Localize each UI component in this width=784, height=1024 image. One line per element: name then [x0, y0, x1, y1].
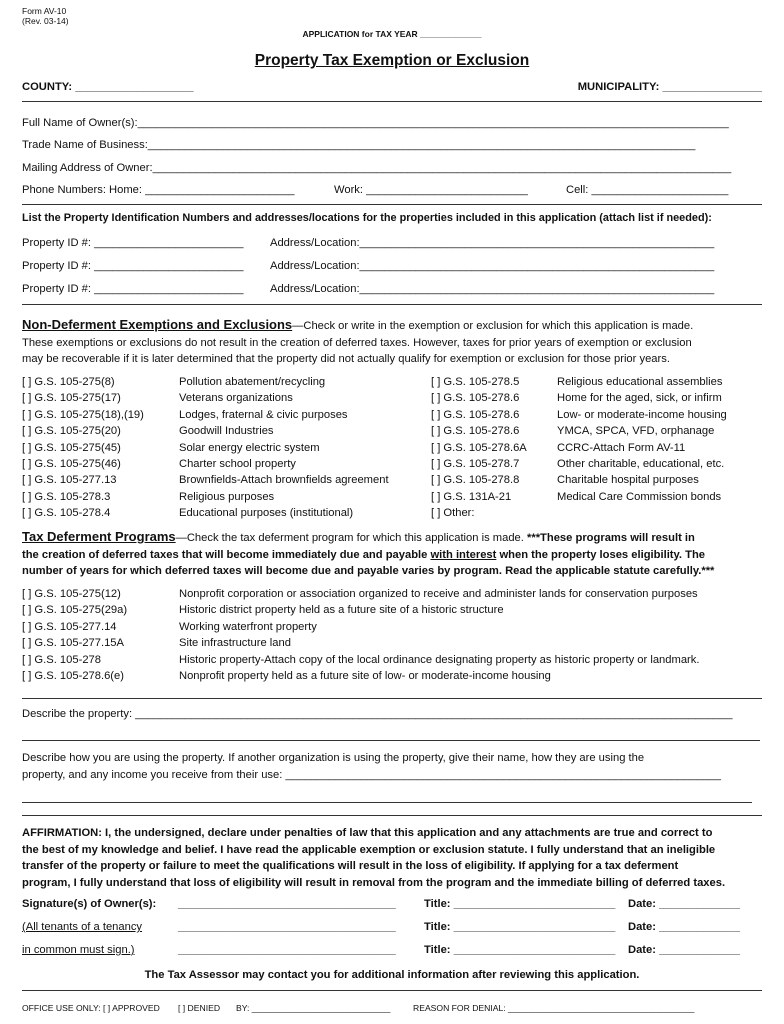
phone-home-field[interactable]: Phone Numbers: Home: ________________________ [22, 184, 295, 196]
office-use-denied[interactable]: [ ] DENIED [178, 1003, 221, 1013]
title-field[interactable]: Title: __________________________ [424, 944, 616, 956]
divider [22, 815, 762, 816]
checkbox-item[interactable]: [ ] G.S. 105-278.6 [431, 392, 520, 405]
checkbox-item[interactable]: [ ] G.S. 105-275(18),(19) [22, 408, 144, 421]
non-deferment-intro [22, 317, 762, 368]
item-description: Other charitable, educational, etc. [557, 458, 725, 470]
item-description: Religious purposes [179, 490, 275, 503]
item-description: Site infrastructure land [179, 637, 291, 650]
mailing-address-field[interactable]: Mailing Address of Owner:_____________________________________________________________________________________________ [22, 162, 732, 174]
property-id-field[interactable]: Property ID #: ________________________ [22, 283, 244, 295]
date-field[interactable]: Date: _____________ [628, 898, 740, 910]
item-description: Medical Care Commission bonds [557, 490, 722, 503]
describe-use-prompt: Describe how you are using the property. If another organization is using the property, give their name, how they are using the [22, 752, 645, 764]
item-description: Religious educational assemblies [557, 376, 723, 388]
form-revision: (Rev. 03-14) [22, 16, 69, 27]
affirmation-line: transfer of the property or failure to meet the qualifications will result in the loss of eligibility. If applying for a tax deferment [22, 860, 679, 872]
item-description: Pollution abatement/recycling [179, 376, 326, 388]
describe-property-field[interactable]: Describe the property: ________________________________________________________________________________________________ [22, 708, 733, 720]
owner-name-field[interactable]: Full Name of Owner(s):_______________________________________________________________________________________________ [22, 117, 729, 129]
signature-label: Signature(s) of Owner(s): [22, 898, 157, 910]
affirmation-line: the best of my knowledge and belief. I have read the applicable exemption or exclusion statute. I fully understand that an ineligible [22, 843, 716, 856]
item-description: Historic district property held as a future site of a historic structure [179, 604, 504, 617]
affirmation [22, 825, 762, 891]
checkbox-item[interactable]: [ ] G.S. 105-275(12) [22, 588, 121, 600]
item-description: Low- or moderate-income housing [557, 408, 727, 421]
divider [22, 204, 762, 205]
property-address-field[interactable]: Address/Location:_________________________________________________________ [270, 283, 715, 295]
with-interest-text: with interest [430, 548, 497, 561]
checkbox-item[interactable]: [ ] G.S. 105-278.3 [22, 490, 111, 503]
item-description: Goodwill Industries [179, 425, 274, 438]
page-title: Property Tax Exemption or Exclusion [254, 52, 530, 69]
item-description: Solar energy electric system [179, 441, 320, 454]
non-deferment-heading: Non-Deferment Exemptions and Exclusions [22, 317, 293, 332]
divider [22, 304, 762, 305]
item-description: Nonprofit property held as a future site of low- or moderate-income housing [179, 670, 551, 682]
checkbox-item[interactable]: [ ] G.S. 105-277.15A [22, 637, 124, 650]
trade-name-field[interactable]: Trade Name of Business:________________________________________________________________________________________ [22, 139, 696, 151]
item-description: CCRC-Attach Form AV-11 [557, 441, 686, 454]
checkbox-item[interactable]: [ ] G.S. 105-275(45) [22, 441, 121, 454]
deferment-warning-line: number of years for which deferred taxes will become due and payable varies by program. Read the applicable statute carefully.*** [22, 565, 715, 577]
property-id-field[interactable]: Property ID #: ________________________ [22, 260, 244, 272]
date-field[interactable]: Date: _____________ [628, 944, 740, 956]
non-deferment-heading-rest: —Check or write in the exemption or exclusion for which this application is made. [292, 320, 694, 332]
item-description: Lodges, fraternal & civic purposes [179, 408, 348, 421]
deferment-warning-text: the creation of deferred taxes that will become immediately due and payable [22, 548, 431, 561]
checkbox-item[interactable]: [ ] G.S. 105-275(8) [22, 376, 115, 388]
checkbox-item[interactable]: [ ] G.S. 105-278 [22, 653, 101, 666]
checkbox-item[interactable]: [ ] G.S. 105-278.7 [431, 458, 520, 470]
affirmation-line: program, I fully understand that loss of eligibility will result in removal from the program and the immediate billing of deferred taxes. [22, 876, 726, 889]
checkbox-item[interactable]: [ ] Other: [431, 507, 475, 520]
checkbox-item[interactable]: [ ] G.S. 105-277.14 [22, 620, 117, 633]
non-deferment-note: may be recoverable if it is later determined that the property did not actually qualify for exemption or exclusion for those prior years. [22, 353, 670, 365]
deferment-warning-text: when the property loses eligibility. The [496, 548, 706, 561]
describe-use-field[interactable]: property, and any income you receive from their use: ______________________________________________________________________ [22, 769, 721, 781]
form-number: Form AV-10 [22, 6, 67, 16]
item-description: Historic property-Attach copy of the local ordinance designating property as historic property or landmark. [179, 653, 700, 666]
checkbox-item[interactable]: [ ] G.S. 105-278.8 [431, 474, 520, 487]
deferment-heading-rest: —Check the tax deferment program for which this application is made. [175, 532, 527, 544]
deferment-intro [22, 529, 762, 580]
signature-note: (All tenants of a tenancy [22, 921, 143, 933]
title-field[interactable]: Title: __________________________ [424, 921, 616, 933]
item-description: Working waterfront property [179, 620, 317, 633]
signature-line[interactable]: ___________________________________ [178, 944, 396, 956]
assessor-note: The Tax Assessor may contact you for additional information after reviewing this application. [144, 969, 640, 981]
checkbox-item[interactable]: [ ] G.S. 105-278.6(e) [22, 670, 124, 682]
checkbox-item[interactable]: [ ] G.S. 105-278.5 [431, 376, 520, 388]
municipality-field[interactable]: MUNICIPALITY: ________________ [577, 81, 762, 93]
checkbox-item[interactable]: [ ] G.S. 105-275(17) [22, 392, 121, 405]
signature-note: in common must sign.) [22, 944, 135, 956]
checkbox-item[interactable]: [ ] G.S. 105-278.6A [431, 441, 527, 454]
checkbox-item[interactable]: [ ] G.S. 105-277.13 [22, 474, 117, 487]
non-deferment-note: These exemptions or exclusions do not result in the creation of deferred taxes. However, taxes for prior years of exemption or exclusion [22, 336, 692, 349]
item-description: Charitable hospital purposes [557, 474, 699, 487]
phone-cell-field[interactable]: Cell: ______________________ [566, 184, 729, 196]
checkbox-item[interactable]: [ ] G.S. 105-275(20) [22, 425, 121, 438]
deferment-warning: ***These programs will result in [526, 532, 695, 544]
blank-line[interactable] [22, 740, 760, 741]
checkbox-item[interactable]: [ ] G.S. 105-278.6 [431, 425, 520, 438]
property-list-instruction: List the Property Identification Numbers and addresses/locations for the properties included in this application (attach list if needed): [22, 212, 712, 224]
checkbox-item[interactable]: [ ] G.S. 105-275(29a) [22, 604, 128, 617]
deferment-warning-line [22, 547, 762, 564]
phone-work-field[interactable]: Work: __________________________ [334, 184, 528, 196]
blank-line[interactable] [22, 802, 752, 803]
property-id-field[interactable]: Property ID #: ________________________ [22, 237, 244, 249]
item-description: Charter school property [179, 458, 296, 470]
office-use-reason[interactable]: REASON FOR DENIAL: _______________________________________ [413, 1003, 695, 1013]
item-description: Educational purposes (institutional) [179, 507, 354, 520]
checkbox-item[interactable]: [ ] G.S. 105-275(46) [22, 458, 121, 470]
checkbox-item[interactable]: [ ] G.S. 105-278.6 [431, 408, 520, 421]
item-description: YMCA, SPCA, VFD, orphanage [557, 425, 715, 438]
item-description: Home for the aged, sick, or infirm [557, 392, 722, 405]
property-address-field[interactable]: Address/Location:_________________________________________________________ [270, 237, 715, 249]
office-use-by[interactable]: BY: _____________________________ [236, 1003, 391, 1013]
signature-line[interactable]: ___________________________________ [178, 921, 396, 933]
property-address-field[interactable]: Address/Location:_________________________________________________________ [270, 260, 715, 272]
item-description: Nonprofit corporation or association organized to receive and administer lands for conservation purposes [179, 588, 698, 600]
county-field[interactable]: COUNTY: ___________________ [22, 81, 194, 93]
item-description: Brownfields-Attach brownfields agreement [179, 474, 389, 487]
signature-line[interactable]: ___________________________________ [178, 898, 396, 910]
divider [22, 101, 762, 102]
divider [22, 990, 762, 991]
deferment-heading: Tax Deferment Programs [22, 529, 176, 544]
divider [22, 698, 762, 699]
checkbox-item[interactable]: [ ] G.S. 105-278.4 [22, 507, 111, 520]
office-use-approved[interactable]: OFFICE USE ONLY: [ ] APPROVED [22, 1003, 160, 1013]
title-field[interactable]: Title: __________________________ [424, 898, 616, 910]
item-description: Veterans organizations [179, 392, 293, 405]
affirmation-line: AFFIRMATION: I, the undersigned, declare under penalties of law that this application and any attachments are true and correct to [22, 827, 713, 839]
checkbox-item[interactable]: [ ] G.S. 131A-21 [431, 490, 512, 503]
form-id [22, 6, 69, 26]
tax-year-field[interactable]: APPLICATION for TAX YEAR _____________ [302, 29, 482, 39]
date-field[interactable]: Date: _____________ [628, 921, 740, 933]
